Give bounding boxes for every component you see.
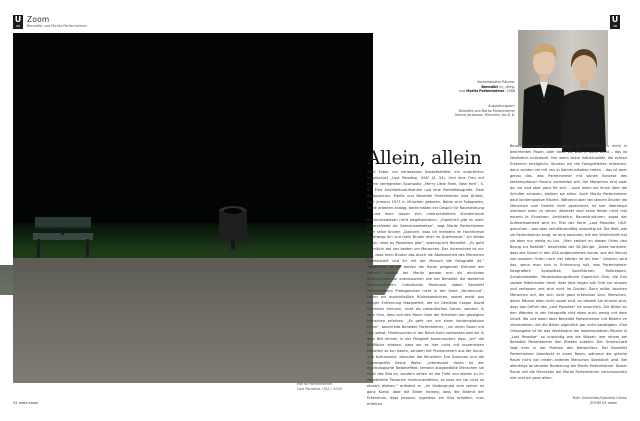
trash-bin-illustration bbox=[218, 205, 248, 251]
artists-portrait-photo bbox=[518, 30, 608, 145]
bench-illustration bbox=[33, 211, 93, 257]
exhibition-caption: Ausstellungsort: Benedikt und Moritz Partenheimer Galerie Jordanow, München, bis 8. 6. bbox=[454, 104, 515, 118]
article-column-1: Zwei Fotos: ein verlassenes Basketballfeld, ein unwirtlicher Kunstschutt „Lost Paradise, USA“ (S. 54). Und eine Frau auf einem verregneten Sportplatz „Merry Little Mark, New York“, S. 65. Eine Architekturaufnahme und eine Porträtfotografie. Zwei Bildsprachen. Moritz und Benedikt Partenheimer sind Brüder, sagt jemand 1977 in München geboren. Beide sind Fotografen, beide arbeiten analog, beide haben ein Gespür für Raumwirkung – und doch lassen sich unterschiedliche künstlerische Ausdrucksweisen nicht wegdiskutieren. „Eigentlich gibt es mehr Unterschiede als Gemeinsamkeiten“, sagt Moritz Partenheimer über seine Bruder. „Dadurch, dass ich meistens im Hochformat unterwegs bin und mein Bruder eher im Querformat.“ Ich denke schon, dass es Parallelen gibt“, widerspricht Benedikt. „Es geht eigentlich bei uns beiden um Menschen. Der Unterschied ist nur der, dass mein Bruder das durch die Abwesenheit des Menschen thematisiert und ihr mit der Mensch die Fotografie ist.“ Tatsächlich ist bei beiden der Raum prägender Element der Mensch schient bei Moritz gerade mal als ahnliches Strukturmerkmal aufzutauchen wie bei Benedikt die weiterhin Raumstrukturen. Individuelle Merkmale haben Benedikt Partenheimers Protagonisten nicht in der Serie „Tornersund“, sehen wir ausschließlich Rückenansichten, wobei meist aus einiger Entfernung fotografiert, die an Gemälde Caspar David Friedrichs erinnern, nicht als romantisches Ganze, sondern in dem Sinn, dass von den Raum über die Schultern der gezeigten Menschen erfahren. „Es geht mir um einen kontemplativen Raum“, beschreibt Benedikt Partenheimer, „um einen Raum mit sich selbst, Hineinsuchen in der Raum hoch vorhanden weil wir in dem Bild lehnen, in der Fähigkeit kommuniziert, dass „Ich“ die Bildfläche erleben, dass wir es hier nicht mit inszenierten Modellen zu tun haben, sondern mit Promenierern aus der Kunst- und Kulturszene, darunter die Künstlerin Eve Sussman und die Choreografin Sasha Waltz. „Interessant daran ist der psychologische Nebeneffekt. Jemand ausgewählte Menschen sie nicht das Bild an, sondern sehen an die Tiefe und wieder zu ihr abgebildete Personen hineinzuerzählen, so dass wir sie nicht so einsam bleiben,“ erläutert er. „Im Vordergrund vom seinen ist ganz Kunst, über die Bilder hinweg, dass die Bildmit der Erkenntnis, dass jemand, irgendwo ein Bild erhalten, man erfahren. bbox=[367, 170, 484, 407]
article-headline: Allein, allein bbox=[367, 148, 482, 169]
page-footer-left: 52 meta zoom bbox=[13, 401, 39, 405]
section-header bbox=[13, 15, 313, 31]
person-left-illustration bbox=[522, 38, 566, 148]
section-badge-right: U UR bbox=[611, 15, 619, 28]
section-badge: U UR bbox=[14, 15, 22, 28]
photo-caption: Moritz Partenheimer Lost Paradise, USA / 2005 bbox=[297, 382, 342, 391]
portrait-caption: Kontemplative Räume: Benedikt (li), Jahrg. und Moritz Partenheimer, 2006 bbox=[458, 80, 515, 94]
article-column-2: Benedikt Partenheimer inszeniert die Fotografierten nicht in bestimmten Posen, oder dafür zu, was er dann dreht – das ist fabrikalich individuell. Nur wenn keine Individualität, die echten Erkennen ermöglicht. Wurden wir die Fotografierten erkennen, dann würden sie mit uns in Kommunikation treten – das ist aber genau das, was Partenheimer mit seinen Konzept des kontemplativen Raums vermeiden will. Die Menschen sind zwar da, sie sind aber ganz für sich – auch wenn wir ihnen über die Schulter schauen, bleiben sie allein. Auch Moritz Partenheimer baut kontemplative Räume. Während aber bei seinem Bruder die Menschen zum Greifen nicht gezeichnet, ist hier überhaupt niemand mehr zu sehen. Abstrakt sind seine Bilder nicht mal einzeln je Einzelnen. Architektur, Raumstrukturen, sogar der Aufmerksamkeit wird im Titel der Serie „Lost Paradise, USA“ gesuchen – was aber verhältnismäßig unwichtig ist: Die Welt, wie sie Partenheimer zeigt, ist eine konkrete, mit der Wirklichkeit hat sie aber nur wenig zu tun. „Man verliert an diesen Orten den Bezug zur Realität“, beschreibt der 30-Jährige. „Diese konkrete, dass das Gaiser in den USA aufgenommen wurde, war die Verlust von sozialen Orten noch viel stärker ist als hier.“ Deutlich wird das, wenn man sich in Erinnerung ruft, was Partenheimer fotografiert: Spielplätze, Sportflächen, Rolltreppen, Schwimmbäder, Veranstaltungsräume Eigentlich Orte, die fürs soziale Miteinander dient. Aber jetzt liegen alle Orte nur einsam und verlassen und sind nicht im Dunkel. Doch sollte, tauchen Menschen auf, die sich nicht ganz erkennbar sind. Menschen, deren Räume eben nicht sozial sind, an diesem sie einsam sind, dass das Gefühl des „Lost Paradise“ ist unwirklich. Die Bilder an den Wänden in der Fotografie sind eben auch wenig mit dem Inhalt. Wo und wann aber Benedikt Partenheimer mit Bildern im informativen, die die Bilder eigentlich gar nicht benötigten. Eine Ortsangabe ist für das Verständnis der kontemplativen Räume in „Lost Paradise“ so unwichtig wie die Wissen, wer einem bei Benedikt Partenheimer den Rücken zukehrt. Der Unterschied liegt eher in der Position des Betrachters. Bei Benedikt Partenheimer überdeckt er einen Raum, während der gleiche Raum nicht von einem anderen Menschen überblickt wird. Bei allerdings ist lamailer Bedeutung bei Moritz Partenheimer. Dieser Raum will die Menschen bei Moritz Partenheimer verschwunden hier und wir ganz allein. bbox=[510, 144, 627, 381]
page-footer-right: ZOOM 53 meta bbox=[590, 401, 617, 405]
section-title: Zoom bbox=[27, 15, 50, 24]
walkway bbox=[13, 258, 373, 383]
person-right-illustration bbox=[562, 42, 606, 152]
author-credit: Ruth Schneider/Gabriele Urban bbox=[572, 396, 627, 400]
section-subtitle: Benedikt und Moritz Partenheimer bbox=[27, 24, 87, 28]
night-park-photo bbox=[13, 33, 373, 383]
